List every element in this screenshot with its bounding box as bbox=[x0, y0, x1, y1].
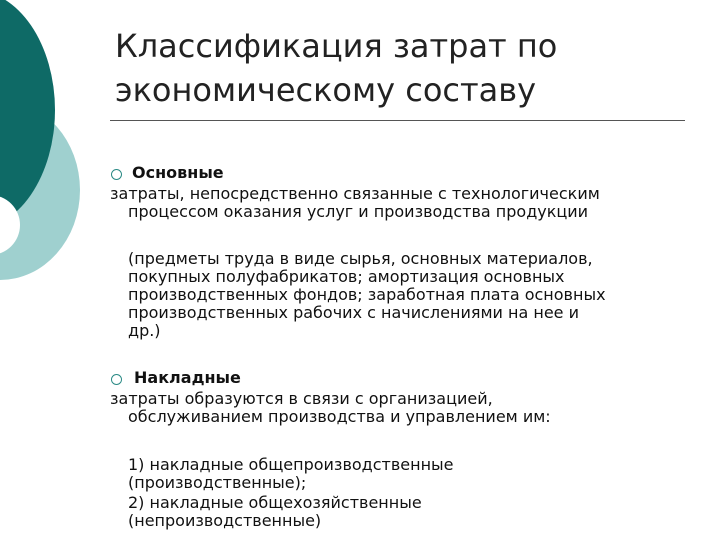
section1-detail-line: производственных рабочих с начислениями на нее и bbox=[128, 303, 580, 322]
section2-line1: затраты образуются в связи с организацией, bbox=[110, 389, 493, 408]
title-divider bbox=[110, 120, 685, 121]
circle-bullet-icon bbox=[111, 374, 122, 385]
section2-line2: обслуживанием производства и управлением им: bbox=[128, 407, 551, 426]
section1-line1: затраты, непосредственно связанные с технологическим bbox=[110, 184, 600, 203]
title-line-2: экономическому составу bbox=[115, 71, 537, 109]
section1-detail-line: (предметы труда в виде сырья, основных материалов, bbox=[128, 249, 593, 268]
section1-line2: процессом оказания услуг и производства продукции bbox=[128, 202, 589, 221]
section1-detail-line: производственных фондов; заработная плата основных bbox=[128, 285, 606, 304]
circle-bullet-icon bbox=[111, 169, 122, 180]
section2-term: Накладные bbox=[134, 368, 241, 387]
section2-detail-line: (производственные); bbox=[128, 473, 307, 492]
section1-term: Основные bbox=[132, 163, 224, 182]
section2-detail-line: (непроизводственные) bbox=[128, 511, 322, 530]
section2-detail-line: 1) накладные общепроизводственные bbox=[128, 455, 454, 474]
section2-detail-line: 2) накладные общехозяйственные bbox=[128, 493, 422, 512]
section1-detail-line: покупных полуфабрикатов; амортизация основных bbox=[128, 267, 565, 286]
section1-detail-line: др.) bbox=[128, 321, 161, 340]
slide-title bbox=[115, 24, 557, 112]
title-line-1: Классификация затрат по bbox=[115, 27, 558, 65]
